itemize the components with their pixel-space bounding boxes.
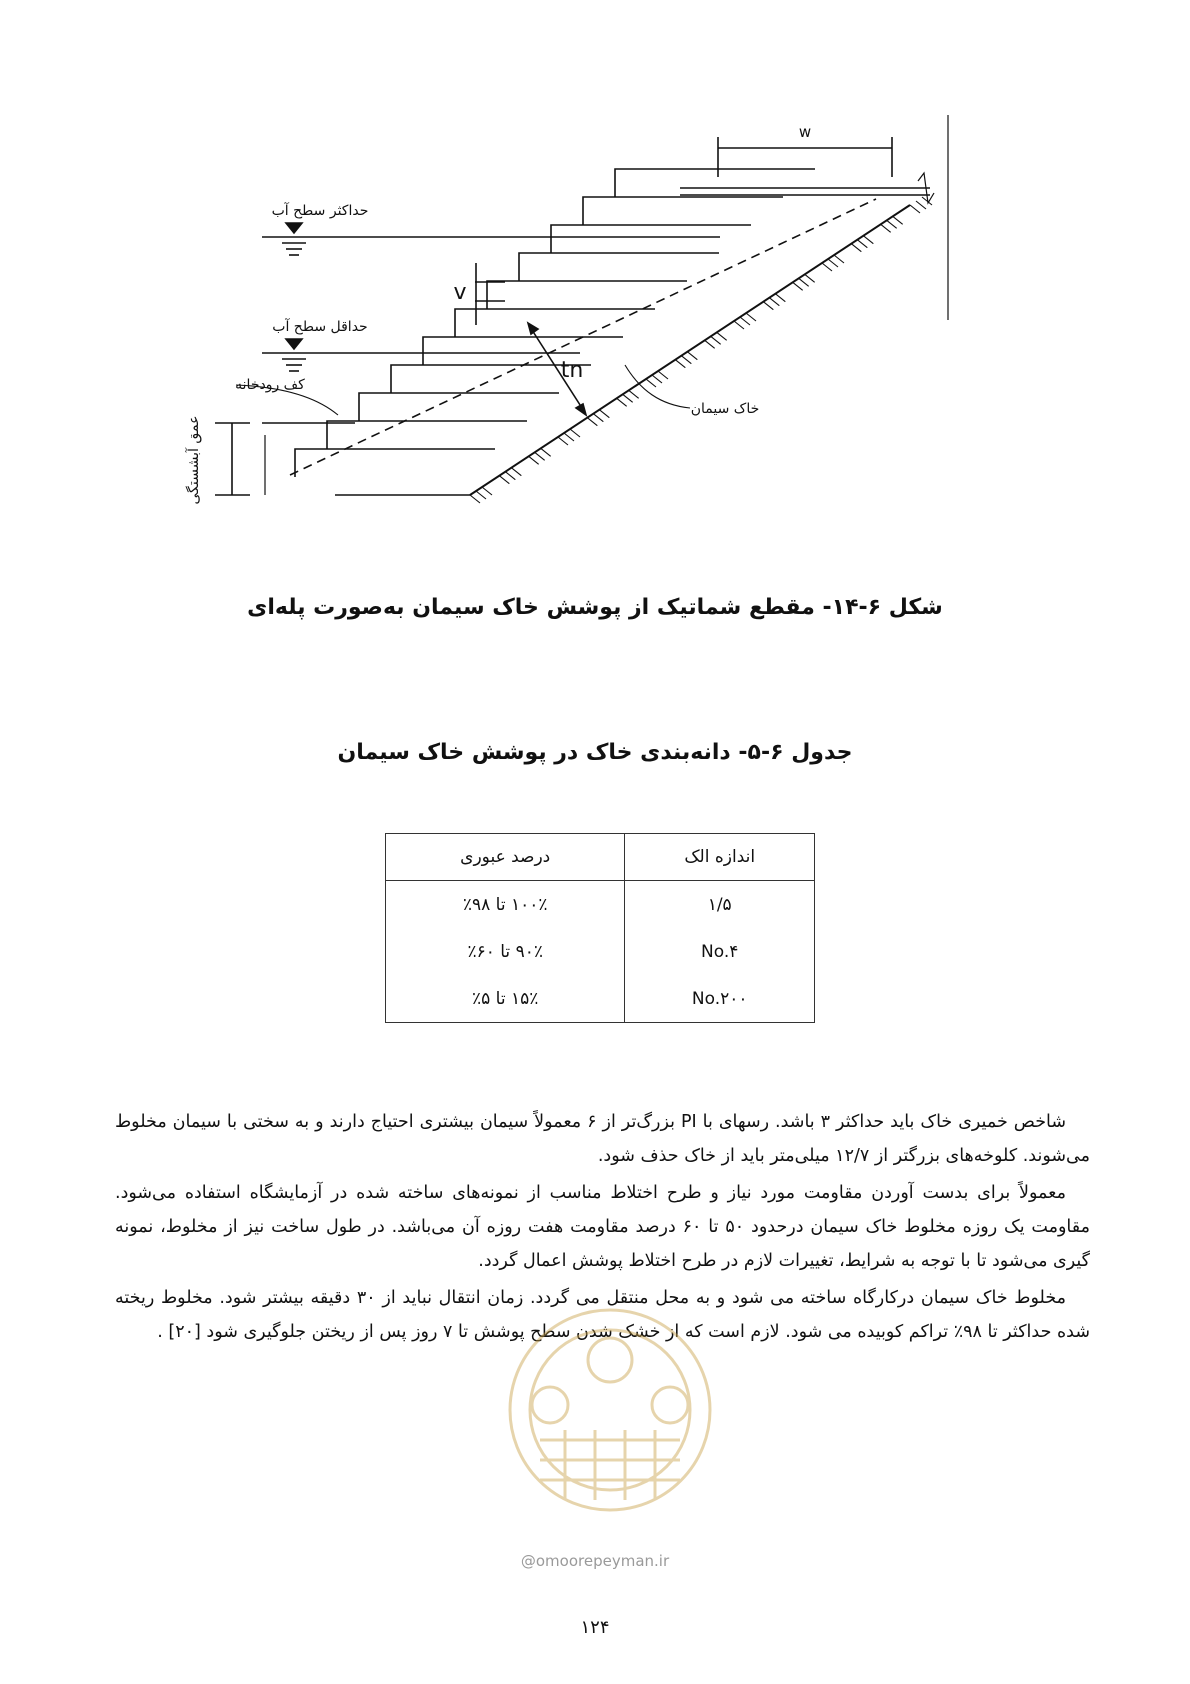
ground-hatch (617, 390, 639, 406)
step-layer (487, 281, 687, 309)
riser-symbol: v (453, 280, 467, 305)
ground-hatch (705, 332, 727, 348)
step-layer (615, 169, 815, 197)
table-header-row (386, 834, 815, 881)
gradation-table (385, 833, 815, 1023)
min-water-label: حداقل سطح آب (272, 319, 368, 335)
table-title: جدول ۶-۵- دانه‌بندی خاک در پوشش خاک سیمان (337, 740, 853, 765)
sieve-size-cell: No.۲۰۰ (691, 988, 748, 1009)
ground-hatch (499, 468, 521, 484)
scour-depth-label: عمق آبشستگی (186, 415, 202, 505)
ground-hatch (675, 352, 697, 368)
ground-hatch (529, 448, 551, 464)
step-layer (583, 197, 783, 225)
ground-hatch (470, 487, 492, 503)
paragraph: شاخص خمیری خاک باید حداکثر ۳ باشد. رسهای با PI بزرگ‌تر از ۶ معمولاً سیمان بیشتری احتیاج دارند و به سختی با سیمان مخلوط می‌شوند. کلوخه‌های بزرگتر از ۱۲/۷ میلی‌متر باید از خاک حذف شود. (115, 1112, 1090, 1166)
step-layer (295, 449, 495, 477)
paragraph: مخلوط خاک سیمان درکارگاه ساخته می شود و به محل منتقل می گردد. زمان انتقال نباید از ۳۰ دقیقه بیشتر شود. مخلوط ریخته شده حداکثر تا ۹۸٪ تراکم کوبیده می شود. لازم است که از خشک شدن سطح پوشش تا ۷ روز پس از ریختن جلوگیری شود [۲۰] . (115, 1288, 1090, 1342)
ground-hatch (763, 294, 785, 310)
step-layer (519, 253, 719, 281)
stepped-soil-cement-diagram (170, 115, 1030, 555)
ground-hatch (793, 274, 815, 290)
ground-hatch (646, 371, 668, 387)
watermark-seal (485, 1290, 735, 1530)
page-number: ۱۲۴ (580, 1617, 610, 1638)
ground-hatch (910, 197, 932, 213)
river-bed-label: کف رودخانه (235, 377, 305, 393)
step-layer (359, 393, 559, 421)
table-row (386, 928, 815, 975)
percent-passing-cell: ۱۵٪ تا ۵٪ (386, 975, 625, 1023)
table-row (386, 975, 815, 1023)
percent-passing-cell: ۹۰٪ تا ۶۰٪ (386, 928, 625, 975)
ground-hatch (734, 313, 756, 329)
ground-hatch (822, 255, 844, 271)
percent-passing-cell: ۱۰۰٪ تا ۹۸٪ (386, 881, 625, 929)
percent-passing-header: درصد عبوری (386, 834, 625, 881)
paragraph: معمولاً برای بدست آوردن مقاومت مورد نیاز و طرح اختلاط مناسب از نمونه‌های ساخته شده در آزمایشگاه استفاده می‌شود. مقاومت یک روزه مخلوط خاک سیمان درحدود ۵۰ تا ۶۰ درصد مقاومت هفت روزه آن می‌باشد. در طول ساخت نیز از مخلوط، نمونه گیری می‌شود تا با توجه به شرایط، تغییرات لازم در طرح اختلاط پوشش اعمال گردد. (115, 1183, 1090, 1271)
sieve-size-cell: ۱/۵ (707, 894, 732, 915)
watermark-url: @omoorepeyman.ir (520, 1552, 670, 1570)
sieve-size-cell: No.۴ (701, 941, 739, 962)
step-layer (455, 309, 655, 337)
step-layer (327, 421, 527, 449)
thickness-symbol: tn (560, 358, 584, 383)
table-row (386, 881, 815, 929)
soil-cement-label: خاک سیمان (690, 401, 760, 417)
step-layer (551, 225, 751, 253)
ground-hatch (587, 410, 609, 426)
ground-hatch (851, 236, 873, 252)
width-symbol: w (798, 123, 812, 141)
ground-hatch (881, 216, 903, 232)
figure-caption: شکل ۶-۱۴- مقطع شماتیک از پوشش خاک سیمان به‌صورت پله‌ای (247, 595, 943, 620)
max-water-label: حداکثر سطح آب (271, 203, 369, 219)
sieve-size-header: اندازه الک (625, 834, 815, 881)
step-layer (423, 337, 623, 365)
ground-hatch (558, 429, 580, 445)
